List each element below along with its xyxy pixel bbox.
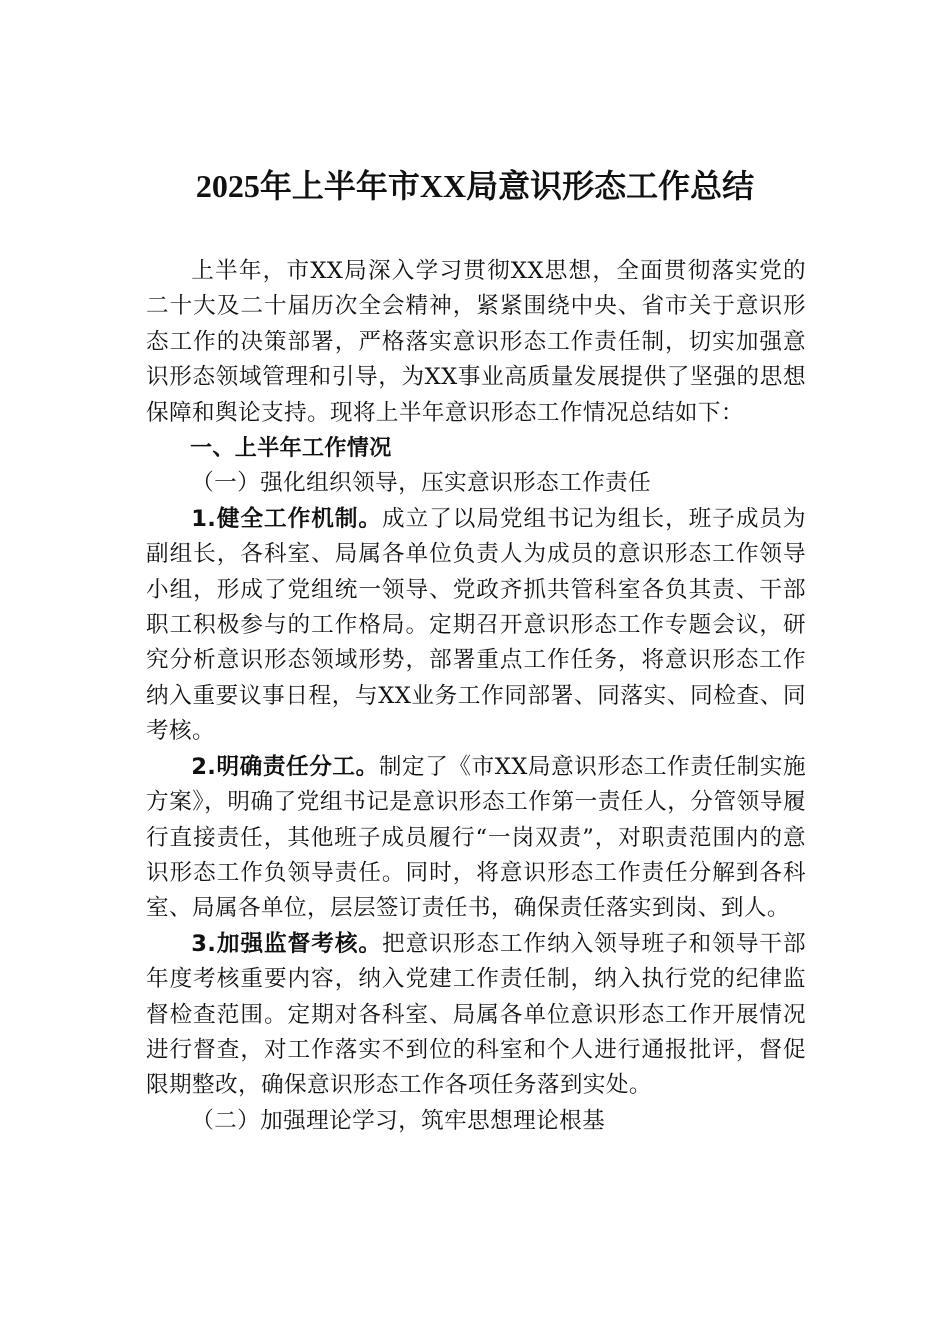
document-title: 2025年上半年市XX局意识形态工作总结: [195, 168, 755, 204]
intro-paragraph: 上半年，市XX局深入学习贯彻XX思想，全面贯彻落实党的二十大及二十届历次全会精神，紧紧围绕中央、省市关于意识形态工作的决策部署，严格落实意识形态工作责任制，切实加强意识形态领域管理和引导，为XX事业高质量发展提供了坚强的思想保障和舆论支持。现将上半年意识形态工作情况总结如下：: [146, 258, 806, 426]
item-paragraph: [146, 750, 806, 927]
section-heading: 一、上半年工作情况: [190, 436, 392, 462]
subsection-heading: （一）强化组织领导，压实意识形态工作责任: [191, 470, 652, 497]
document-body: [146, 254, 806, 1139]
item-text: 把意识形态工作纳入领导班子和领导干部年度考核重要内容，纳入党建工作责任制，纳入执行党的纪律监督检查范围。定期对各科室、局属各单位意识形态工作开展情况进行督查，对工作落实不到位的科室和个人进行通报批评，督促限期整改，确保意识形态工作各项任务落到实处。: [146, 930, 807, 1099]
item-text: 成立了以局党组书记为组长，班子成员为副组长，各科室、局属各单位负责人为成员的意识形态工作领导小组，形成了党组统一领导、党政齐抓共管科室各负其责、干部职工积极参与的工作格局。定期召开意识形态工作专题会议，研究分析意识形态领域形势，部署重点工作任务，将意识形态工作纳入重要议事日程，与XX业务工作同部署、同落实、同检查、同考核。: [146, 505, 807, 745]
item-lead: 3.加强监督考核。: [191, 930, 383, 957]
subsection-heading: （二）加强理论学习，筑牢思想理论根基: [191, 1107, 606, 1134]
item-text: 制定了《市XX局意识形态工作责任制实施方案》，明确了党组书记是意识形态工作第一责任人，分管领导履行直接责任，其他班子成员履行“一岗双责”，对职责范围内的意识形态工作负领导责任。同时，将意识形态工作责任分解到各科室、局属各单位，层层签订责任书，确保责任落实到岗、到人。: [146, 753, 806, 922]
item-paragraph: [146, 927, 806, 1104]
item-paragraph: [146, 502, 806, 750]
item-lead: 2.明确责任分工。: [191, 753, 379, 780]
item-lead: 1.健全工作机制。: [191, 505, 383, 532]
